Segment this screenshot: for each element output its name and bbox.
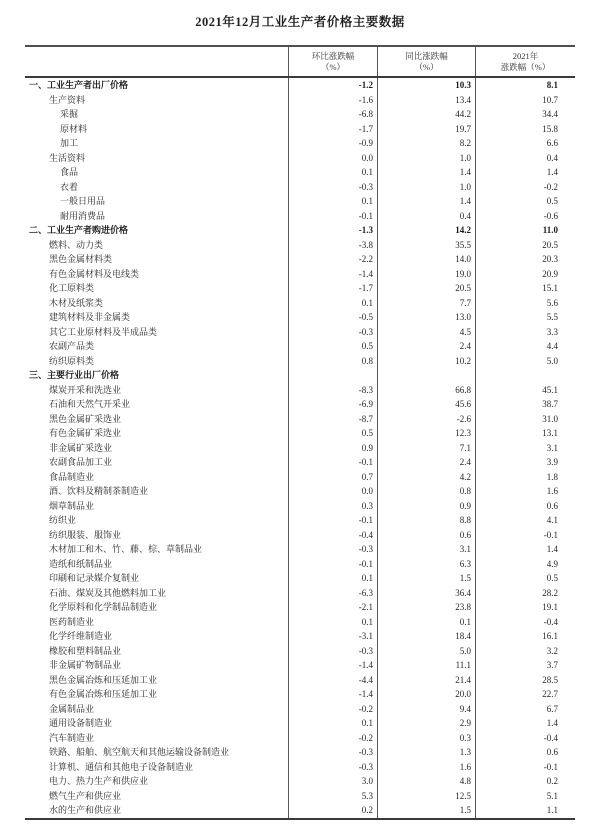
mom-value: -8.3 bbox=[288, 383, 377, 398]
year-value: 11.0 bbox=[475, 223, 575, 238]
page-title: 2021年12月工业生产者价格主要数据 bbox=[195, 15, 405, 29]
mom-value: 0.0 bbox=[288, 151, 377, 166]
table-row bbox=[25, 513, 575, 528]
year-value: 0.6 bbox=[475, 745, 575, 760]
year-value: 28.2 bbox=[475, 586, 575, 601]
header-year-column bbox=[475, 47, 575, 76]
table-row bbox=[25, 252, 575, 267]
table-row bbox=[25, 499, 575, 514]
table-row bbox=[25, 673, 575, 688]
year-value: 1.6 bbox=[475, 484, 575, 499]
yoy-value: 2.9 bbox=[377, 716, 475, 731]
table-row bbox=[25, 209, 575, 224]
mom-value: -0.3 bbox=[288, 760, 377, 775]
row-label: 一般日用品 bbox=[60, 196, 106, 206]
mom-value: 0.5 bbox=[288, 426, 377, 441]
table-row bbox=[25, 397, 575, 412]
row-label: 加工 bbox=[60, 138, 79, 148]
yoy-value: 19.7 bbox=[377, 122, 475, 137]
row-label: 采掘 bbox=[60, 109, 79, 119]
yoy-value: 66.8 bbox=[377, 383, 475, 398]
mom-value: 0.5 bbox=[288, 339, 377, 354]
year-value: -0.1 bbox=[475, 760, 575, 775]
table-row bbox=[25, 383, 575, 398]
table-row bbox=[25, 789, 575, 804]
yoy-value: 2.4 bbox=[377, 339, 475, 354]
table-row bbox=[25, 122, 575, 137]
table-row bbox=[25, 296, 575, 311]
yoy-value: 0.8 bbox=[377, 484, 475, 499]
mom-value: 0.1 bbox=[288, 194, 377, 209]
yoy-value: 1.0 bbox=[377, 180, 475, 195]
year-value: 5.6 bbox=[475, 296, 575, 311]
table-row bbox=[25, 165, 575, 180]
mom-value: 5.3 bbox=[288, 789, 377, 804]
mom-value: -0.4 bbox=[288, 528, 377, 543]
table-row bbox=[25, 760, 575, 775]
mom-value: 0.3 bbox=[288, 499, 377, 514]
year-value: 1.4 bbox=[475, 165, 575, 180]
mom-value bbox=[288, 368, 377, 383]
year-value: 4.1 bbox=[475, 513, 575, 528]
mom-value: 0.1 bbox=[288, 571, 377, 586]
yoy-value: 44.2 bbox=[377, 107, 475, 122]
yoy-value: 8.8 bbox=[377, 513, 475, 528]
table-row bbox=[25, 745, 575, 760]
mom-value: -6.9 bbox=[288, 397, 377, 412]
table-row bbox=[25, 136, 575, 151]
yoy-value: 1.5 bbox=[377, 803, 475, 818]
row-label: 造纸和纸制品业 bbox=[49, 558, 113, 569]
row-label: 二、工业生产者购进价格 bbox=[29, 225, 129, 235]
mom-value: -6.3 bbox=[288, 586, 377, 601]
mom-value: 0.1 bbox=[288, 296, 377, 311]
table-body bbox=[25, 78, 575, 818]
table-row bbox=[25, 774, 575, 789]
table-row bbox=[25, 586, 575, 601]
yoy-value: 4.5 bbox=[377, 325, 475, 340]
yoy-value: 5.0 bbox=[377, 644, 475, 659]
row-label: 电力、热力生产和供应业 bbox=[49, 776, 149, 786]
header-yoy-column bbox=[377, 47, 475, 76]
row-label: 食品制造业 bbox=[49, 471, 95, 482]
table-row bbox=[25, 470, 575, 485]
year-value: 0.5 bbox=[475, 571, 575, 586]
row-label: 医药制造业 bbox=[49, 616, 95, 627]
yoy-value: 0.6 bbox=[377, 528, 475, 543]
mom-value: -6.8 bbox=[288, 107, 377, 122]
yoy-value: 9.4 bbox=[377, 702, 475, 717]
mom-value: 0.0 bbox=[288, 484, 377, 499]
year-value: 15.1 bbox=[475, 281, 575, 296]
row-label: 黑色金属材料类 bbox=[49, 254, 113, 264]
row-label: 非金属矿采选业 bbox=[49, 442, 113, 453]
price-data-table bbox=[25, 45, 575, 820]
table-row bbox=[25, 354, 575, 369]
mom-value: -0.1 bbox=[288, 209, 377, 224]
row-label: 有色金属材料及电线类 bbox=[49, 268, 140, 279]
row-label: 生产资料 bbox=[49, 94, 86, 105]
table-row bbox=[25, 281, 575, 296]
row-label: 石油和天然气开采业 bbox=[49, 399, 131, 409]
year-value: 5.5 bbox=[475, 310, 575, 325]
table-row bbox=[25, 310, 575, 325]
yoy-value: 0.3 bbox=[377, 731, 475, 746]
row-label: 金属制品业 bbox=[49, 703, 95, 714]
table-row bbox=[25, 107, 575, 122]
year-value: 0.2 bbox=[475, 774, 575, 789]
mom-value: -0.3 bbox=[288, 325, 377, 340]
table-row bbox=[25, 339, 575, 354]
yoy-value: 0.9 bbox=[377, 499, 475, 514]
mom-value: -8.7 bbox=[288, 412, 377, 427]
year-value: 3.7 bbox=[475, 658, 575, 673]
yoy-value: 1.5 bbox=[377, 571, 475, 586]
year-value: -0.6 bbox=[475, 209, 575, 224]
yoy-value: 19.0 bbox=[377, 267, 475, 282]
table-row bbox=[25, 658, 575, 673]
year-value: 3.3 bbox=[475, 325, 575, 340]
row-label: 木材加工和木、竹、藤、棕、草制品业 bbox=[49, 544, 203, 554]
year-value: 4.9 bbox=[475, 557, 575, 572]
year-value: 1.4 bbox=[475, 542, 575, 557]
year-value: -0.4 bbox=[475, 731, 575, 746]
table-row bbox=[25, 151, 575, 166]
row-label: 纺织原料类 bbox=[49, 355, 95, 366]
year-value: 1.4 bbox=[475, 716, 575, 731]
table-row bbox=[25, 455, 575, 470]
mom-value: 0.2 bbox=[288, 803, 377, 818]
table-row bbox=[25, 542, 575, 557]
year-value: 0.5 bbox=[475, 194, 575, 209]
year-value: 0.6 bbox=[475, 499, 575, 514]
table-row bbox=[25, 412, 575, 427]
table-row bbox=[25, 223, 575, 238]
row-label: 石油、煤炭及其他燃料加工业 bbox=[49, 587, 167, 598]
yoy-value: 13.4 bbox=[377, 93, 475, 108]
table-row bbox=[25, 78, 575, 93]
yoy-value: 6.3 bbox=[377, 557, 475, 572]
year-value: 1.8 bbox=[475, 470, 575, 485]
year-value bbox=[475, 368, 575, 383]
row-label: 有色金属矿采选业 bbox=[49, 428, 122, 438]
mom-value: -0.9 bbox=[288, 136, 377, 151]
yoy-value: 7.1 bbox=[377, 441, 475, 456]
yoy-value: 12.5 bbox=[377, 789, 475, 804]
table-row bbox=[25, 238, 575, 253]
table-row bbox=[25, 528, 575, 543]
yoy-value: 4.8 bbox=[377, 774, 475, 789]
year-value: 45.1 bbox=[475, 383, 575, 398]
row-label: 燃料、动力类 bbox=[49, 239, 104, 250]
row-label: 烟草制品业 bbox=[49, 500, 95, 511]
row-label: 水的生产和供应业 bbox=[49, 805, 122, 815]
mom-value: -0.5 bbox=[288, 310, 377, 325]
yoy-value: 20.5 bbox=[377, 281, 475, 296]
mom-value: -1.3 bbox=[288, 223, 377, 238]
header-year-line1: 2021年 bbox=[512, 51, 539, 61]
row-label: 铁路、船舶、航空航天和其他运输设备制造业 bbox=[49, 747, 230, 757]
table-row bbox=[25, 426, 575, 441]
row-label: 一、工业生产者出厂价格 bbox=[29, 80, 129, 90]
table-row bbox=[25, 644, 575, 659]
year-value: 1.1 bbox=[475, 803, 575, 818]
mom-value: -0.3 bbox=[288, 542, 377, 557]
year-value: 3.1 bbox=[475, 441, 575, 456]
row-label: 木材及纸浆类 bbox=[49, 297, 104, 308]
row-label: 其它工业原材料及半成品类 bbox=[49, 326, 158, 337]
year-value: 34.4 bbox=[475, 107, 575, 122]
mom-value: -4.4 bbox=[288, 673, 377, 688]
mom-value: 3.0 bbox=[288, 774, 377, 789]
row-label: 耐用消费品 bbox=[60, 210, 106, 221]
year-value: 20.3 bbox=[475, 252, 575, 267]
year-value: -0.4 bbox=[475, 615, 575, 630]
header-label-column bbox=[25, 47, 288, 76]
table-row bbox=[25, 803, 575, 818]
table-row bbox=[25, 93, 575, 108]
mom-value: -0.1 bbox=[288, 513, 377, 528]
table-row bbox=[25, 731, 575, 746]
row-label: 原材料 bbox=[60, 123, 88, 134]
mom-value: 0.1 bbox=[288, 165, 377, 180]
yoy-value: 20.0 bbox=[377, 687, 475, 702]
year-value: 0.4 bbox=[475, 151, 575, 166]
table-row bbox=[25, 557, 575, 572]
row-label: 酒、饮料及精制茶制造业 bbox=[49, 486, 149, 496]
row-label: 汽车制造业 bbox=[49, 732, 95, 743]
yoy-value: 14.2 bbox=[377, 223, 475, 238]
mom-value: 0.8 bbox=[288, 354, 377, 369]
yoy-value: 45.6 bbox=[377, 397, 475, 412]
row-label: 煤炭开采和洗选业 bbox=[49, 384, 122, 395]
row-label: 衣着 bbox=[60, 181, 79, 192]
table-row bbox=[25, 325, 575, 340]
yoy-value: 13.0 bbox=[377, 310, 475, 325]
yoy-value: 8.2 bbox=[377, 136, 475, 151]
year-value: 19.1 bbox=[475, 600, 575, 615]
mom-value: -0.3 bbox=[288, 180, 377, 195]
yoy-value: 1.4 bbox=[377, 194, 475, 209]
table-row bbox=[25, 702, 575, 717]
header-mom-line1: 环比涨跌幅 bbox=[311, 51, 355, 61]
row-label: 化工原料类 bbox=[49, 283, 95, 293]
yoy-value: 7.7 bbox=[377, 296, 475, 311]
mom-value: -0.3 bbox=[288, 745, 377, 760]
table-row bbox=[25, 368, 575, 383]
year-value: -0.2 bbox=[475, 180, 575, 195]
header-year-line2: 涨跌幅（%） bbox=[500, 61, 551, 72]
yoy-value: 1.6 bbox=[377, 760, 475, 775]
yoy-value: -2.6 bbox=[377, 412, 475, 427]
row-label: 通用设备制造业 bbox=[49, 718, 113, 728]
year-value: 31.0 bbox=[475, 412, 575, 427]
row-label: 印刷和记录媒介复制业 bbox=[49, 573, 140, 583]
yoy-value: 18.4 bbox=[377, 629, 475, 644]
year-value: 20.9 bbox=[475, 267, 575, 282]
row-label: 非金属矿物制品业 bbox=[49, 660, 122, 670]
row-label: 建筑材料及非金属类 bbox=[49, 312, 131, 322]
mom-value: -1.6 bbox=[288, 93, 377, 108]
table-row bbox=[25, 267, 575, 282]
mom-value: -3.1 bbox=[288, 629, 377, 644]
header-mom-line2: （%） bbox=[320, 61, 346, 72]
year-value: 6.6 bbox=[475, 136, 575, 151]
yoy-value: 4.2 bbox=[377, 470, 475, 485]
mom-value: -0.1 bbox=[288, 557, 377, 572]
yoy-value: 1.0 bbox=[377, 151, 475, 166]
table-row bbox=[25, 629, 575, 644]
year-value: 13.1 bbox=[475, 426, 575, 441]
year-value: 4.4 bbox=[475, 339, 575, 354]
table-row bbox=[25, 484, 575, 499]
row-label: 农副产品类 bbox=[49, 341, 95, 351]
table-row bbox=[25, 716, 575, 731]
row-label: 有色金属冶炼和压延加工业 bbox=[49, 689, 158, 699]
row-label: 燃气生产和供应业 bbox=[49, 790, 122, 801]
year-value: 10.7 bbox=[475, 93, 575, 108]
mom-value: -2.2 bbox=[288, 252, 377, 267]
yoy-value: 36.4 bbox=[377, 586, 475, 601]
mom-value: -0.3 bbox=[288, 644, 377, 659]
yoy-value: 2.4 bbox=[377, 455, 475, 470]
row-label: 计算机、通信和其他电子设备制造业 bbox=[49, 761, 194, 772]
yoy-value bbox=[377, 368, 475, 383]
header-mom-column bbox=[288, 47, 377, 76]
row-label: 生活资料 bbox=[49, 152, 86, 163]
yoy-value: 21.4 bbox=[377, 673, 475, 688]
yoy-value: 0.1 bbox=[377, 615, 475, 630]
yoy-value: 10.2 bbox=[377, 354, 475, 369]
mom-value: 0.1 bbox=[288, 716, 377, 731]
row-label: 纺织服装、服饰业 bbox=[49, 529, 122, 540]
row-label: 化学原料和化学制品制造业 bbox=[49, 602, 158, 612]
yoy-value: 3.1 bbox=[377, 542, 475, 557]
year-value: 38.7 bbox=[475, 397, 575, 412]
header-yoy-line2: （%） bbox=[414, 61, 439, 72]
mom-value: -1.7 bbox=[288, 122, 377, 137]
row-label: 三、主要行业出厂价格 bbox=[29, 370, 120, 380]
table-row bbox=[25, 615, 575, 630]
year-value: 3.2 bbox=[475, 644, 575, 659]
mom-value: -1.7 bbox=[288, 281, 377, 296]
table-row bbox=[25, 441, 575, 456]
mom-value: -2.1 bbox=[288, 600, 377, 615]
year-value: 5.0 bbox=[475, 354, 575, 369]
yoy-value: 1.3 bbox=[377, 745, 475, 760]
row-label: 化学纤维制造业 bbox=[49, 631, 113, 641]
year-value: 28.5 bbox=[475, 673, 575, 688]
year-value: 15.8 bbox=[475, 122, 575, 137]
row-label: 农副食品加工业 bbox=[49, 457, 113, 467]
yoy-value: 11.1 bbox=[377, 658, 475, 673]
yoy-value: 1.4 bbox=[377, 165, 475, 180]
table-row bbox=[25, 600, 575, 615]
mom-value: -1.4 bbox=[288, 687, 377, 702]
year-value: 20.5 bbox=[475, 238, 575, 253]
header-yoy-line1: 同比涨跌幅 bbox=[405, 51, 448, 61]
yoy-value: 23.8 bbox=[377, 600, 475, 615]
yoy-value: 12.3 bbox=[377, 426, 475, 441]
year-value: 16.1 bbox=[475, 629, 575, 644]
mom-value: -1.4 bbox=[288, 267, 377, 282]
mom-value: 0.7 bbox=[288, 470, 377, 485]
year-value: 8.1 bbox=[475, 78, 575, 93]
mom-value: -1.2 bbox=[288, 78, 377, 93]
table-header-row bbox=[25, 47, 575, 78]
year-value: -0.1 bbox=[475, 528, 575, 543]
table-row bbox=[25, 180, 575, 195]
year-value: 6.7 bbox=[475, 702, 575, 717]
row-label: 黑色金属矿采选业 bbox=[49, 413, 122, 424]
table-row bbox=[25, 194, 575, 209]
year-value: 3.9 bbox=[475, 455, 575, 470]
mom-value: -1.4 bbox=[288, 658, 377, 673]
row-label: 食品 bbox=[60, 167, 79, 177]
yoy-value: 0.4 bbox=[377, 209, 475, 224]
mom-value: 0.9 bbox=[288, 441, 377, 456]
year-value: 5.1 bbox=[475, 789, 575, 804]
mom-value: -0.2 bbox=[288, 702, 377, 717]
mom-value: -3.8 bbox=[288, 238, 377, 253]
mom-value: -0.1 bbox=[288, 455, 377, 470]
mom-value: -0.2 bbox=[288, 731, 377, 746]
row-label: 黑色金属冶炼和压延加工业 bbox=[49, 674, 158, 685]
mom-value: 0.1 bbox=[288, 615, 377, 630]
row-label: 橡胶和塑料制品业 bbox=[49, 645, 122, 656]
row-label: 纺织业 bbox=[49, 515, 77, 525]
table-row bbox=[25, 687, 575, 702]
table-row bbox=[25, 571, 575, 586]
year-value: 22.7 bbox=[475, 687, 575, 702]
yoy-value: 10.3 bbox=[377, 78, 475, 93]
yoy-value: 14.0 bbox=[377, 252, 475, 267]
yoy-value: 35.5 bbox=[377, 238, 475, 253]
